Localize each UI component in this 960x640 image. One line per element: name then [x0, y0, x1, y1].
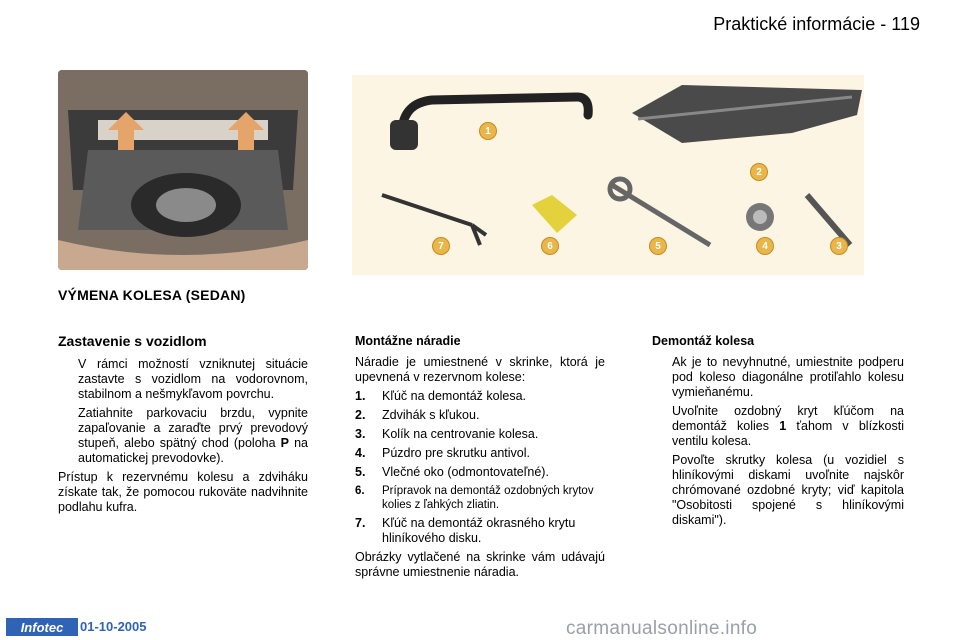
bullet-pointer-icon — [652, 453, 672, 528]
col2-intro: Náradie je umiestnené v skrinke, ktorá je upevnená v rezervnom kolese: — [355, 355, 605, 384]
tool-label-3: 3 — [831, 238, 847, 254]
tool-label-2: 2 — [751, 164, 767, 180]
tools-drawing — [352, 75, 864, 275]
col1-paragraph: Prístup k rezervnému kolesu a zdviháku získate tak, že pomocou rukoväte nadvihnite podlahu kufra. — [58, 470, 308, 514]
infotec-logo: Infotec — [6, 618, 78, 636]
tool-item: 4. Púzdro pre skrutku antivol. — [355, 446, 530, 460]
page-header: Praktické informácie - 119 — [713, 14, 920, 34]
gear-letter: P — [280, 436, 289, 450]
tool-label-7: 7 — [433, 238, 449, 254]
col2-outro: Obrázky vytlačené na skrinke vám udávajú správne umiestnenie náradia. — [355, 550, 605, 579]
bullet-pointer-icon — [58, 406, 78, 466]
bullet-pointer-icon — [652, 404, 672, 449]
trunk-illustration — [58, 70, 308, 270]
col1-bullet-2: Zatiahnite parkovaciu brzdu, vypnite zapaľovanie a zaraďte prvý prevodový stupeň, alebo spätný chod (poloha P na automatickej prevodovke). — [58, 406, 308, 466]
tool-number: 1 — [779, 419, 787, 433]
column-tools — [355, 334, 605, 584]
tool-label-4: 4 — [757, 238, 773, 254]
tool-item: 7. Kľúč na demontáž okrasného krytu hliníkového disku. — [355, 516, 576, 545]
col3-bullet-1: Ak je to nevyhnutné, umiestnite podperu pod koleso diagonálne protiľahlo kolesu vymieňanému. — [652, 355, 904, 400]
trunk-photo — [58, 70, 308, 270]
col3-title: Demontáž kolesa — [652, 334, 755, 348]
tool-item: 3. Kolík na centrovanie kolesa. — [355, 427, 539, 441]
tool-item: 6. Prípravok na demontáž ozdobných krytov kolies z ľahkých zliatin. — [355, 485, 594, 511]
bullet-pointer-icon — [58, 357, 78, 402]
section-title: VÝMENA KOLESA (SEDAN) — [58, 287, 246, 303]
tool-item: 2. Zdvihák s kľukou. — [355, 408, 480, 422]
tool-label-5: 5 — [650, 238, 666, 254]
col3-bullet-3: Povoľte skrutky kolesa (u vozidiel s hliníkovými diskami uvoľnite najskôr chrómované ozdobné kryty; viď kapitola "Osobitosti spojené s hliníkovými diskami"). — [652, 453, 904, 528]
col1-title: Zastavenie s vozidlom — [58, 333, 207, 349]
col3-bullet-2: Uvoľnite ozdobný kryt kľúčom na demontáž kolies 1 ťahom v blízkosti ventilu kolesa. — [652, 404, 904, 449]
tool-item: 5. Vlečné oko (odmontovateľné). — [355, 465, 549, 479]
column-stopping — [58, 334, 308, 519]
footer-date: 01-10-2005 — [80, 619, 147, 634]
column-removal — [652, 334, 904, 532]
tool-item: 1. Kľúč na demontáž kolesa. — [355, 389, 527, 403]
tool-label-6: 6 — [542, 238, 558, 254]
col1-bullet-1: V rámci možností vzniknutej situácie zastavte s vozidlom na vodorovnom, stabilnom a nešmykľavom povrchu. — [58, 357, 308, 402]
col2-title: Montážne náradie — [355, 334, 461, 348]
watermark: carmanualsonline.info — [566, 618, 758, 639]
tool-label-1: 1 — [480, 123, 496, 139]
tools-illustration — [352, 75, 864, 275]
bullet-pointer-icon — [652, 355, 672, 400]
